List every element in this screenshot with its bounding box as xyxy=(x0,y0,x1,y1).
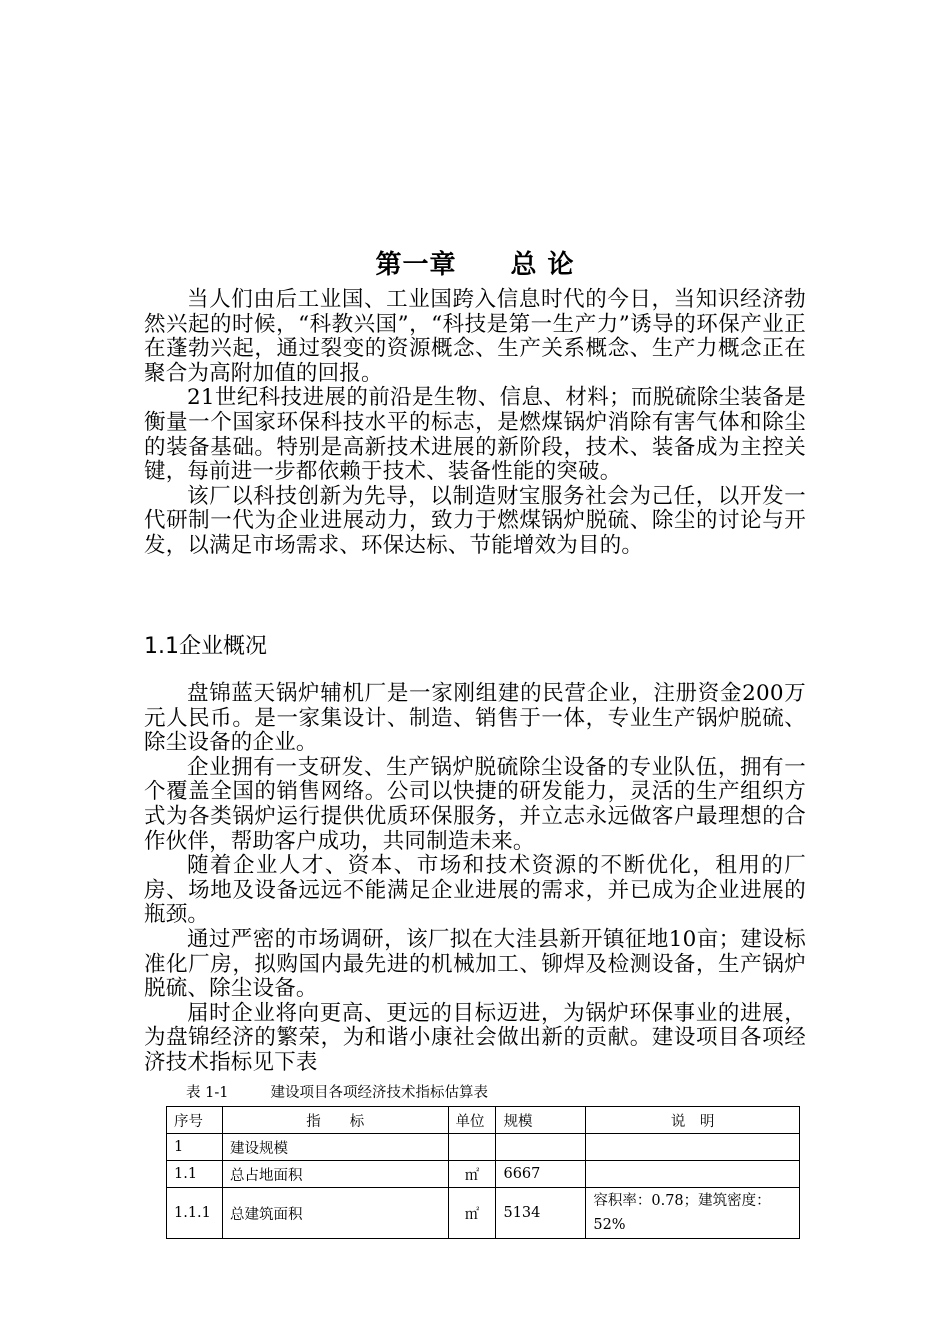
table-caption xyxy=(186,1083,530,1103)
cell-unit: ㎡ xyxy=(448,1188,496,1239)
intro-section xyxy=(144,288,806,559)
intro-paragraph: 21世纪科技进展的前沿是生物、信息、材料；而脱硫除尘装备是衡量一个国家环保科技水平的标志，是燃煤锅炉消除有害气体和除尘的装备基础。特别是高新技术进展的新阶段，技术、装备成为主控关键，每前进一步都依赖于技术、装备性能的突破。 xyxy=(144,385,806,485)
cell-scale xyxy=(496,1134,586,1161)
table-row xyxy=(167,1188,800,1239)
overview-paragraph: 企业拥有一支研发、生产锅炉脱硫除尘设备的专业队伍，拥有一个覆盖全国的销售网络。公司以快捷的研发能力，灵活的生产组织方式为各类锅炉运行提供优质环保服务，并立志永远做客户最理想的合作伙伴，帮助客户成功，共同制造未来。 xyxy=(144,754,806,854)
cell-note xyxy=(586,1134,800,1161)
cell-indicator: 总建筑面积 xyxy=(222,1188,448,1239)
chapter-title: 第一章 总 论 xyxy=(375,250,575,280)
overview-paragraph: 通过严密的市场调研，该厂拟在大洼县新开镇征地10亩；建设标准化厂房，拟购国内最先进的机械加工、铆焊及检测设备，生产锅炉脱硫、除尘设备。 xyxy=(144,926,806,1002)
cell-indicator: 总占地面积 xyxy=(222,1161,448,1188)
table-caption-title: 建设项目各项经济技术指标估算表 xyxy=(270,1085,488,1101)
table-row xyxy=(167,1161,800,1188)
cell-unit: ㎡ xyxy=(448,1161,496,1188)
indicator-table xyxy=(166,1106,800,1239)
cell-no: 1 xyxy=(167,1134,223,1161)
header-note: 说 明 xyxy=(586,1107,800,1134)
cell-no: 1.1 xyxy=(167,1161,223,1188)
cell-unit xyxy=(448,1134,496,1161)
header-unit: 单位 xyxy=(448,1107,496,1134)
table-caption-number: 表 1-1 xyxy=(186,1085,229,1101)
cell-indicator: 建设规模 xyxy=(222,1134,448,1161)
overview-paragraph: 盘锦蓝天锅炉辅机厂是一家刚组建的民营企业，注册资金200万元人民币。是一家集设计、制造、销售于一体，专业生产锅炉脱硫、除尘设备的企业。 xyxy=(144,681,806,756)
intro-paragraph: 该厂以科技创新为先导，以制造财宝服务社会为己任，以开发一代研制一代为企业进展动力，致力于燃煤锅炉脱硫、除尘的讨论与开发，以满足市场需求、环保达标、节能增效为目的。 xyxy=(144,483,806,558)
cell-scale: 5134 xyxy=(496,1188,586,1239)
header-scale: 规模 xyxy=(496,1107,586,1134)
header-no: 序号 xyxy=(167,1107,223,1134)
cell-note: 容积率：0.78；建筑密度：52% xyxy=(586,1188,800,1239)
overview-paragraph: 届时企业将向更高、更远的目标迈进，为锅炉环保事业的进展，为盘锦经济的繁荣，为和谐小康社会做出新的贡献。建设项目各项经济技术指标见下表 xyxy=(144,1000,806,1075)
overview-paragraph: 随着企业人才、资本、市场和技术资源的不断优化，租用的厂房、场地及设备远远不能满足企业进展的需求，并已成为企业进展的瓶颈。 xyxy=(144,853,806,928)
header-indicator: 指 标 xyxy=(222,1107,448,1134)
section-heading: 1.1企业概况 xyxy=(144,634,267,659)
company-overview-section xyxy=(144,682,806,1076)
intro-paragraph: 当人们由后工业国、工业国跨入信息时代的今日，当知识经济勃然兴起的时候，“科教兴国”，“科技是第一生产力”诱导的环保产业正在蓬勃兴起，通过裂变的资源概念、生产关系概念、生产力概念正在聚合为高附加值的回报。 xyxy=(144,287,806,386)
cell-no: 1.1.1 xyxy=(167,1188,223,1239)
cell-scale: 6667 xyxy=(496,1161,586,1188)
table-header-row xyxy=(167,1107,800,1134)
table-row xyxy=(167,1134,800,1161)
cell-note xyxy=(586,1161,800,1188)
